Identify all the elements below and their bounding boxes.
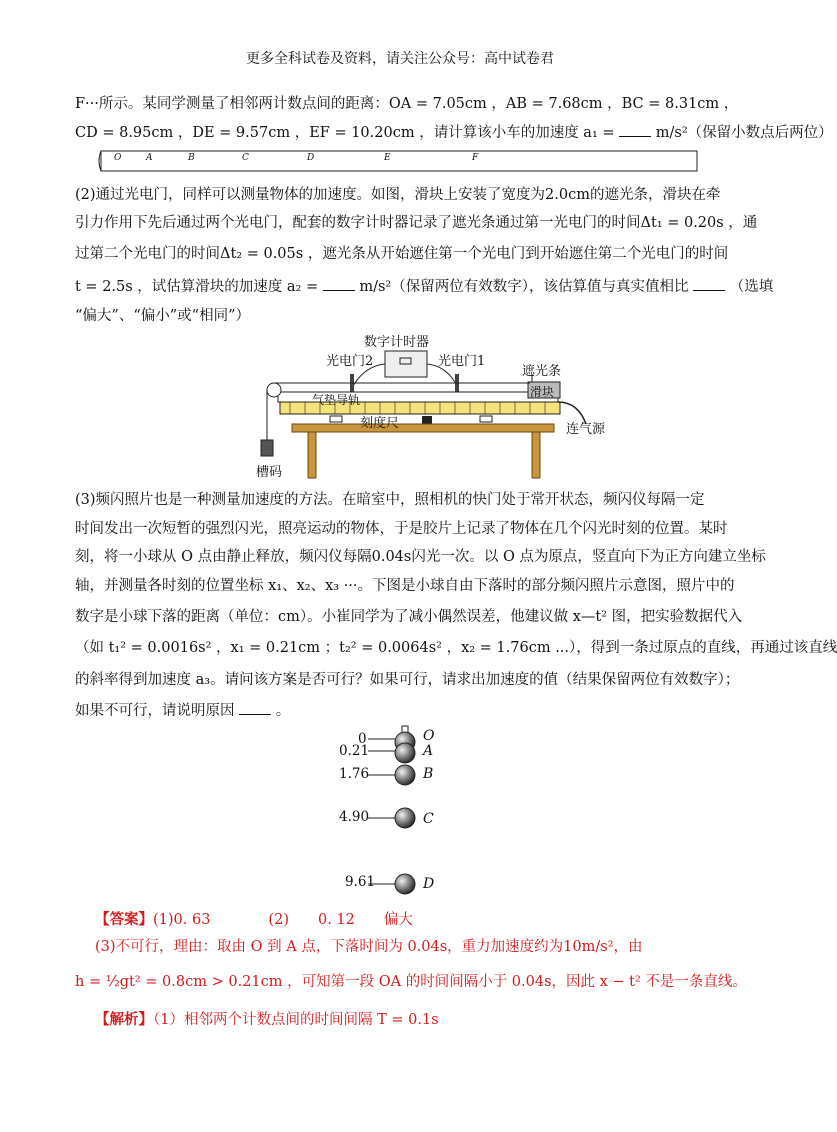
tape-point-c: C [242, 153, 249, 163]
label-ruler: 刻度尺 [360, 416, 400, 431]
tape-point-f: F [472, 153, 479, 163]
para3-line8-end: 。 [275, 703, 291, 719]
para3-line6: （如 t₁² = 0.0016s² ，x₁ = 0.21cm ；t₂² = 0.0064s² ，x₂ = 1.76cm ...），得到一条过原点的直线，再通过该直线 [75, 640, 837, 656]
answer-blank-compare [693, 276, 725, 291]
ball-point-d: D [423, 876, 435, 892]
tape-point-d: D [307, 153, 315, 163]
ball-point-o: O [423, 728, 435, 744]
answer-line3: h = ½gt² = 0.8cm > 0.21cm ，可知第一段 OA 的时间间隔小于 0.04s，因此 x − t² 不是一条直线。 [75, 974, 747, 990]
hook-weight [261, 440, 273, 456]
tape-point-b: B [188, 153, 195, 163]
ball-point-a: A [423, 743, 434, 759]
ball-d [395, 874, 415, 894]
para3-line7: 的斜率得到加速度 a₃。请问该方案是否可行？如果可行，请求出加速度的值（结果保留两位有效数字）； [75, 672, 740, 688]
answer-line2: (3)不可行，理由：取由 O 到 A 点，下落时间为 0.04s，重力加速度约为10m/s²，由 [95, 939, 643, 955]
ball-a [395, 743, 415, 763]
para2-line4-a: t = 2.5s ，试估算滑块的加速度 a₂ = [75, 279, 319, 295]
label-timer: 数字计时器 [364, 335, 430, 350]
track-foot-right [480, 416, 492, 422]
answer-text: (1)0. 63 (2) 0. 12 偏大 [153, 912, 413, 928]
tape-point-a: A [146, 153, 153, 163]
ball-point-b: B [423, 766, 434, 782]
para1-line2-b: m/s²（保留小数点后两位） [655, 125, 833, 141]
para3-line8 [75, 700, 290, 721]
para3-line4: 轴，并测量各时刻的位置坐标 x₁、x₂、x₃ ···。下图是小球自由下落时的部分频闪照片示意图，照片中的 [75, 578, 735, 594]
para1-line1: F···所示。某同学测量了相邻两计数点间的距离：OA = 7.05cm ，AB = 7.68cm ，BC = 8.31cm ， [75, 96, 739, 112]
analysis-tag: 【解析】 [95, 1011, 153, 1028]
pulley [267, 383, 281, 397]
para1-line2-a: CD = 8.95cm ，DE = 9.57cm ，EF = 10.20cm ，请计算该小车的加速度 a₁ = [75, 125, 615, 141]
para2-line3: 过第二个光电门的时间Δt₂ = 0.05s ，遮光条从开始遮住第一个光电门到开始遮住第二个光电门的时间 [75, 246, 729, 262]
page-header: 更多全科试卷及资料，请关注公众号：高中试卷君 [246, 51, 554, 67]
answer-line1 [95, 910, 413, 930]
para2-line4 [75, 276, 773, 297]
photogate-1 [455, 374, 459, 394]
para2-line4-c: （选填 [729, 279, 774, 295]
table-top [292, 424, 554, 432]
ball-point-c: C [423, 811, 434, 827]
ball-value-b: 1.76 [339, 766, 370, 782]
ball-value-a: 0.21 [339, 743, 370, 759]
para3-line3: 刻，将一小球从 O 点由静止释放，频闪仪每隔0.04s闪光一次。以 O 点为原点，竖直向下为正方向建立坐标 [75, 549, 766, 565]
para2-line2: 引力作用下先后通过两个光电门，配套的数字计时器记录了遮光条通过第一光电门的时间Δt₁ = 0.20s ，通 [75, 215, 758, 231]
ball-value-c: 4.90 [339, 809, 370, 825]
para1-line2 [75, 122, 833, 143]
table-leg-left [308, 432, 316, 478]
ball-value-o: 0 [358, 731, 367, 747]
answer-blank-a1 [619, 122, 651, 137]
para3-line5: 数字是小球下落的距离（单位：cm）。小崔同学为了减小偶然误差，他建议做 x—t² 图，把实验数据代入 [75, 609, 743, 625]
answer-blank-reason [239, 700, 271, 715]
table-leg-right [532, 432, 540, 478]
label-track: 气垫导轨 [312, 393, 361, 407]
paper-tape [100, 150, 698, 172]
para3-line8-text: 如果不可行，请说明原因 [75, 703, 235, 719]
para2-line4-b: m/s²（保留两位有效数字），该估算值与真实值相比 [359, 279, 689, 295]
track-foot-left [330, 416, 342, 422]
tape-point-o: O [114, 153, 122, 163]
label-gate2: 光电门2 [326, 354, 374, 369]
answer-blank-a2 [323, 276, 355, 291]
para2-line1: (2)通过光电门，同样可以测量物体的加速度。如图，滑块上安装了宽度为2.0cm的遮光条，滑块在牵 [75, 187, 721, 203]
label-shade: 遮光条 [522, 364, 562, 379]
para3-line1: (3)频闪照片也是一种测量加速度的方法。在暗室中，照相机的快门处于常开状态，频闪仪每隔一定 [75, 492, 705, 508]
analysis-line [95, 1010, 439, 1030]
air-track-diagram [250, 330, 620, 480]
analysis-text: （1）相邻两个计数点间的时间间隔 T = 0.1s [153, 1012, 439, 1028]
ball-b [395, 765, 415, 785]
ball-value-d: 9.61 [345, 874, 376, 890]
label-slider: 滑块 [530, 385, 555, 399]
answer-tag: 【答案】 [95, 911, 153, 928]
para2-line5: “偏大”、“偏小”或“相同”） [75, 308, 250, 324]
tape-point-e: E [384, 153, 391, 163]
label-weight: 槽码 [256, 465, 283, 480]
ball-c [395, 808, 415, 828]
label-air-source: 连气源 [566, 422, 606, 437]
label-gate1: 光电门1 [438, 354, 486, 369]
track-support [422, 416, 432, 424]
para3-line2: 时间发出一次短暂的强烈闪光，照亮运动的物体，于是胶片上记录了物体在几个闪光时刻的位置。某时 [75, 521, 728, 537]
